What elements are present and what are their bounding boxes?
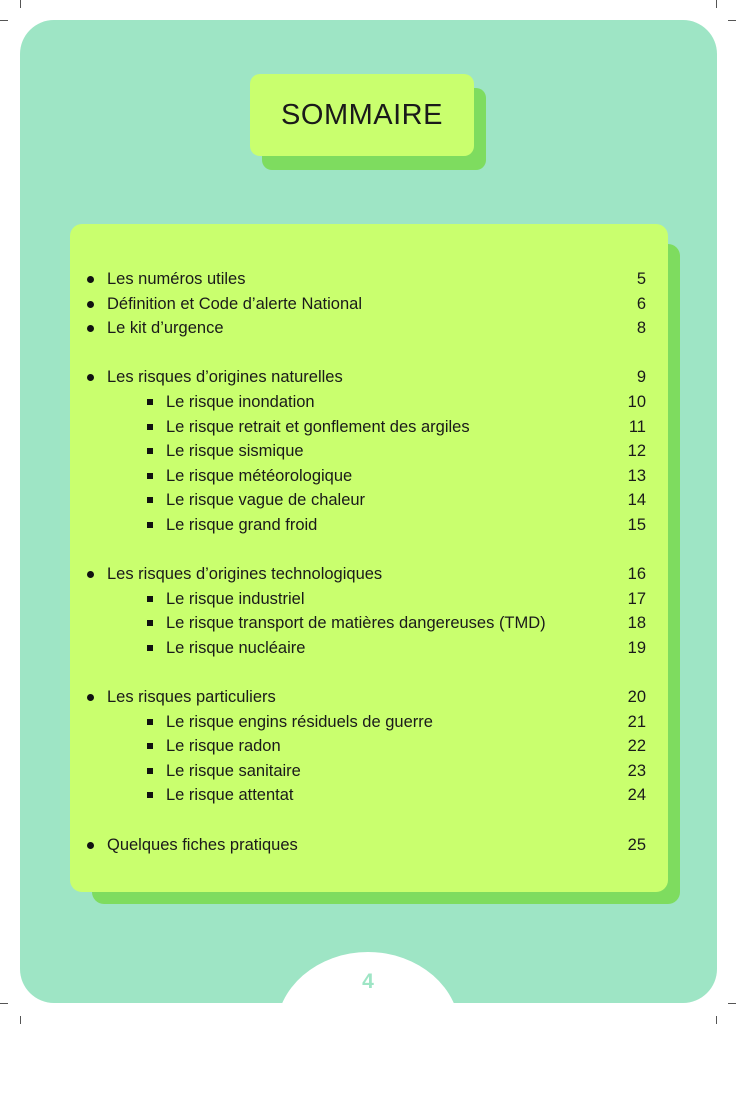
toc-entry — [0, 464, 736, 489]
square-bullet-icon — [147, 743, 153, 749]
toc-entry-page: 21 — [627, 712, 646, 731]
toc-entry-page: 13 — [627, 466, 646, 485]
bullet-icon — [87, 276, 94, 283]
toc-entry-label: Le risque engins résiduels de guerre — [166, 712, 433, 731]
toc-entry-label: Les risques d’origines technologiques — [107, 565, 383, 584]
bullet-icon — [87, 374, 94, 381]
square-bullet-icon — [147, 497, 153, 503]
toc-entry-label: Le risque attentat — [166, 786, 294, 805]
toc-entry-page: 5 — [636, 270, 646, 288]
page-number: 4 — [362, 970, 374, 993]
toc-entry-label: Les risques particuliers — [107, 688, 276, 707]
toc-entry-page: 14 — [627, 491, 646, 510]
page-title: SOMMAIRE — [250, 74, 474, 156]
toc-entry-page: 6 — [636, 294, 646, 313]
toc-entry — [0, 685, 736, 710]
toc-entry-page: 15 — [627, 515, 646, 534]
toc-entry — [0, 365, 736, 390]
toc-entry — [0, 513, 736, 538]
toc-entry — [0, 488, 736, 513]
crop-mark — [728, 1003, 736, 1004]
toc-entry-label: Les risques d’origines naturelles — [107, 368, 343, 387]
table-of-contents — [0, 267, 736, 857]
toc-entry-label: Le risque sanitaire — [166, 761, 301, 780]
bullet-icon — [87, 694, 94, 701]
toc-entry-page: 9 — [636, 368, 646, 387]
toc-entry — [0, 710, 736, 735]
bullet-icon — [87, 301, 94, 308]
square-bullet-icon — [147, 719, 153, 725]
toc-entry-page: 18 — [627, 614, 646, 633]
square-bullet-icon — [147, 522, 153, 528]
toc-entry — [0, 734, 736, 759]
toc-entry — [0, 783, 736, 808]
toc-entry — [0, 611, 736, 636]
toc-entry — [0, 562, 736, 587]
toc-entry — [0, 415, 736, 440]
toc-entry-label: Le risque radon — [166, 737, 281, 756]
toc-entry — [0, 267, 736, 292]
square-bullet-icon — [147, 424, 153, 430]
toc-entry-page: 19 — [627, 638, 646, 657]
toc-entry-label: Le risque industriel — [166, 589, 305, 608]
square-bullet-icon — [147, 399, 153, 405]
toc-entry-page: 25 — [627, 835, 646, 854]
toc-entry-page: 17 — [627, 589, 646, 608]
toc-entry — [0, 833, 736, 858]
toc-entry-label: Le risque vague de chaleur — [166, 491, 366, 510]
toc-entry-label: Le risque inondation — [166, 392, 315, 411]
toc-entry-label: Le risque transport de matières dangereuses (TMD) — [166, 614, 546, 633]
bullet-icon — [87, 571, 94, 578]
toc-entry-label: Le risque grand froid — [166, 515, 318, 534]
toc-entry-label: Le risque nucléaire — [166, 638, 306, 657]
crop-mark — [20, 0, 21, 8]
square-bullet-icon — [147, 792, 153, 798]
toc-entry-page: 24 — [627, 786, 646, 805]
toc-entry-page: 16 — [627, 565, 646, 584]
toc-entry — [0, 316, 736, 341]
crop-mark — [716, 0, 717, 8]
toc-entry — [0, 390, 736, 415]
toc-entry — [0, 292, 736, 317]
toc-entry-page: 20 — [627, 688, 646, 707]
crop-mark — [716, 1016, 717, 1024]
toc-entry-page: 23 — [627, 761, 646, 780]
toc-entry-label: Le risque météorologique — [166, 466, 353, 485]
toc-entry — [0, 587, 736, 612]
toc-entry — [0, 759, 736, 784]
toc-entry-label: Le kit d’urgence — [107, 319, 224, 338]
toc-entry-page: 12 — [627, 442, 646, 461]
toc-entry-label: Définition et Code d’alerte National — [107, 294, 362, 313]
crop-mark — [0, 1003, 8, 1004]
square-bullet-icon — [147, 768, 153, 774]
bullet-icon — [87, 325, 94, 332]
square-bullet-icon — [147, 448, 153, 454]
toc-entry — [0, 439, 736, 464]
square-bullet-icon — [147, 645, 153, 651]
square-bullet-icon — [147, 596, 153, 602]
toc-entry — [0, 636, 736, 661]
crop-mark — [20, 1016, 21, 1024]
toc-entry-label: Le risque retrait et gonflement des argiles — [166, 417, 470, 436]
crop-mark — [728, 20, 736, 21]
toc-entry-label: Les numéros utiles — [107, 270, 246, 288]
crop-mark — [0, 20, 8, 21]
toc-entry-page: 10 — [627, 392, 646, 411]
toc-entry-page: 11 — [628, 417, 646, 436]
toc-entry-page: 8 — [636, 319, 646, 338]
bullet-icon — [87, 842, 94, 849]
square-bullet-icon — [147, 620, 153, 626]
toc-entry-page: 22 — [627, 737, 646, 756]
square-bullet-icon — [147, 473, 153, 479]
toc-entry-label: Le risque sismique — [166, 442, 304, 461]
toc-entry-label: Quelques fiches pratiques — [107, 835, 298, 854]
